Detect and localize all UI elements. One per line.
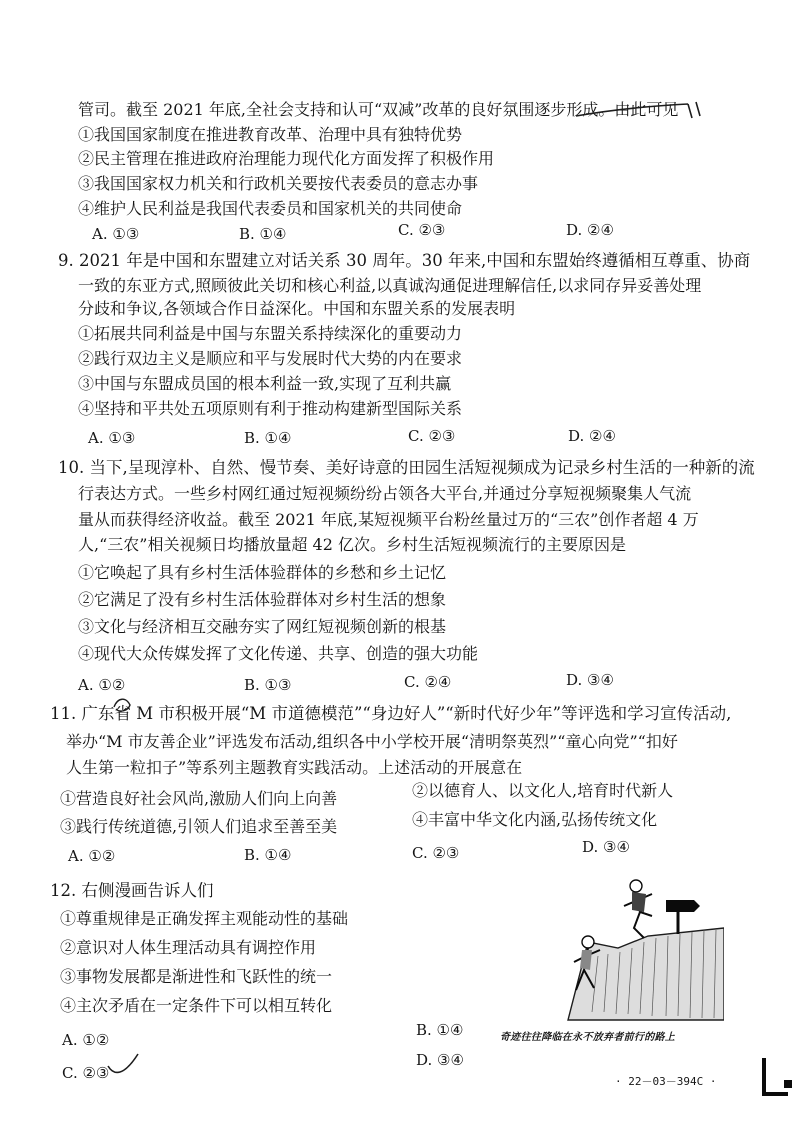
q9-stem-line-3: 分歧和争议,各领域合作日益深化。中国和东盟关系的发展表明 bbox=[78, 299, 516, 318]
q9-choice-c: C. ②③ bbox=[408, 427, 456, 445]
q11-choice-b: B. ①④ bbox=[244, 846, 292, 864]
q12-option-4: ④主次矛盾在一定条件下可以相互转化 bbox=[60, 996, 333, 1015]
page-footer-code: · 22－03－394C · bbox=[615, 1075, 717, 1088]
scan-corner-mark bbox=[762, 1058, 788, 1096]
q9-option-3: ③中国与东盟成员国的根本利益一致,实现了互利共赢 bbox=[78, 374, 452, 393]
scan-tick-mark bbox=[784, 1080, 792, 1088]
q11-option-4: ④丰富中华文化内涵,弘扬传统文化 bbox=[412, 810, 658, 829]
q11-choice-d: D. ③④ bbox=[582, 838, 630, 856]
q10-stem-line-3: 量从而获得经济收益。截至 2021 年底,某短视频平台粉丝量过万的“三农”创作者超 4 万 bbox=[78, 510, 699, 529]
q12-choice-b: B. ①④ bbox=[416, 1021, 464, 1039]
q8-choice-b: B. ①④ bbox=[239, 225, 287, 243]
q10-choice-b: B. ①③ bbox=[244, 676, 292, 694]
q12-option-3: ③事物发展都是渐进性和飞跃性的统一 bbox=[60, 967, 333, 986]
q11-choice-c: C. ②③ bbox=[412, 844, 460, 862]
q10-choice-a: A. ①② bbox=[78, 676, 126, 694]
q11-option-2: ②以德育人、以文化人,培育时代新人 bbox=[412, 781, 674, 800]
q9-option-2: ②践行双边主义是顺应和平与发展时代大势的内在要求 bbox=[78, 349, 463, 368]
q8-option-4: ④维护人民利益是我国代表委员和国家机关的共同使命 bbox=[78, 199, 463, 218]
q12-choice-d: D. ③④ bbox=[416, 1051, 464, 1069]
q9-choice-b: B. ①④ bbox=[244, 429, 292, 447]
q8-choice-c: C. ②③ bbox=[398, 221, 446, 239]
q11-option-1: ①营造良好社会风尚,激励人们向上向善 bbox=[60, 789, 338, 808]
q9-choice-a: A. ①③ bbox=[88, 429, 136, 447]
q12-stem: 12. 右侧漫画告诉人们 bbox=[50, 881, 214, 900]
q10-stem-line-1: 10. 当下,呈现淳朴、自然、慢节奏、美好诗意的田园生活短视频成为记录乡村生活的一种新的流 bbox=[58, 458, 755, 477]
q11-stem-line-2: 举办“M 市友善企业”评选发布活动,组织各中小学校开展“清明祭英烈”“童心向党”“扣好 bbox=[66, 732, 678, 751]
q9-option-4: ④坚持和平共处五项原则有利于推动构建新型国际关系 bbox=[78, 399, 463, 418]
q8-option-1: ①我国国家制度在推进教育改革、治理中具有独特优势 bbox=[78, 125, 463, 144]
q12-choice-a: A. ①② bbox=[62, 1031, 110, 1049]
q8-choice-d: D. ②④ bbox=[566, 221, 614, 239]
q9-stem-line-1: 9. 2021 年是中国和东盟建立对话关系 30 周年。30 年来,中国和东盟始终遵循相互尊重、协商 bbox=[58, 251, 751, 270]
q8-option-3: ③我国国家权力机关和行政机关要按代表委员的意志办事 bbox=[78, 174, 479, 193]
q10-option-2: ②它满足了没有乡村生活体验群体对乡村生活的想象 bbox=[78, 590, 447, 609]
q8-stem-tail: 管司。截至 2021 年底,全社会支持和认可“双减”改革的良好氛围逐步形成。由此可见 bbox=[78, 100, 679, 119]
q9-option-1: ①拓展共同利益是中国与东盟关系持续深化的重要动力 bbox=[78, 324, 463, 343]
q11-choice-a: A. ①② bbox=[68, 847, 116, 865]
q10-choice-d: D. ③④ bbox=[566, 671, 614, 689]
q10-option-1: ①它唤起了具有乡村生活体验群体的乡愁和乡土记忆 bbox=[78, 563, 447, 582]
cartoon-caption: 奇迹往往降临在永不放弃者前行的路上 bbox=[500, 1032, 676, 1043]
cartoon-illustration bbox=[548, 872, 724, 1022]
q10-option-4: ④现代大众传媒发挥了文化传递、共享、创造的强大功能 bbox=[78, 644, 479, 663]
handwritten-check-mark bbox=[104, 1052, 144, 1078]
q11-option-3: ③践行传统道德,引领人们追求至善至美 bbox=[60, 817, 338, 836]
q12-choice-c: C. ②③ bbox=[62, 1064, 110, 1082]
q9-choice-d: D. ②④ bbox=[568, 427, 616, 445]
q9-stem-line-2: 一致的东亚方式,照顾彼此关切和核心利益,以真诚沟通促进理解信任,以求同存异妥善处理 bbox=[78, 276, 702, 295]
handwritten-scribble-mark bbox=[112, 695, 134, 715]
q10-choice-c: C. ②④ bbox=[404, 673, 452, 691]
handwritten-bracket-mark bbox=[570, 96, 706, 122]
q11-stem-line-1: 11. 广东省 M 市积极开展“M 市道德模范”“身边好人”“新时代好少年”等评选和学习宣传活动, bbox=[50, 704, 732, 723]
q11-stem-line-3: 人生第一粒扣子”等系列主题教育实践活动。上述活动的开展意在 bbox=[66, 758, 523, 777]
q12-option-1: ①尊重规律是正确发挥主观能动性的基础 bbox=[60, 909, 349, 928]
q10-stem-line-4: 人,“三农”相关视频日均播放量超 42 亿次。乡村生活短视频流行的主要原因是 bbox=[78, 535, 626, 554]
q10-stem-line-2: 行表达方式。一些乡村网红通过短视频纷纷占领各大平台,并通过分享短视频聚集人气流 bbox=[78, 484, 692, 503]
q8-option-2: ②民主管理在推进政府治理能力现代化方面发挥了积极作用 bbox=[78, 149, 495, 168]
q8-choice-a: A. ①③ bbox=[92, 225, 140, 243]
q10-option-3: ③文化与经济相互交融夯实了网红短视频创新的根基 bbox=[78, 617, 447, 636]
q12-option-2: ②意识对人体生理活动具有调控作用 bbox=[60, 938, 317, 957]
